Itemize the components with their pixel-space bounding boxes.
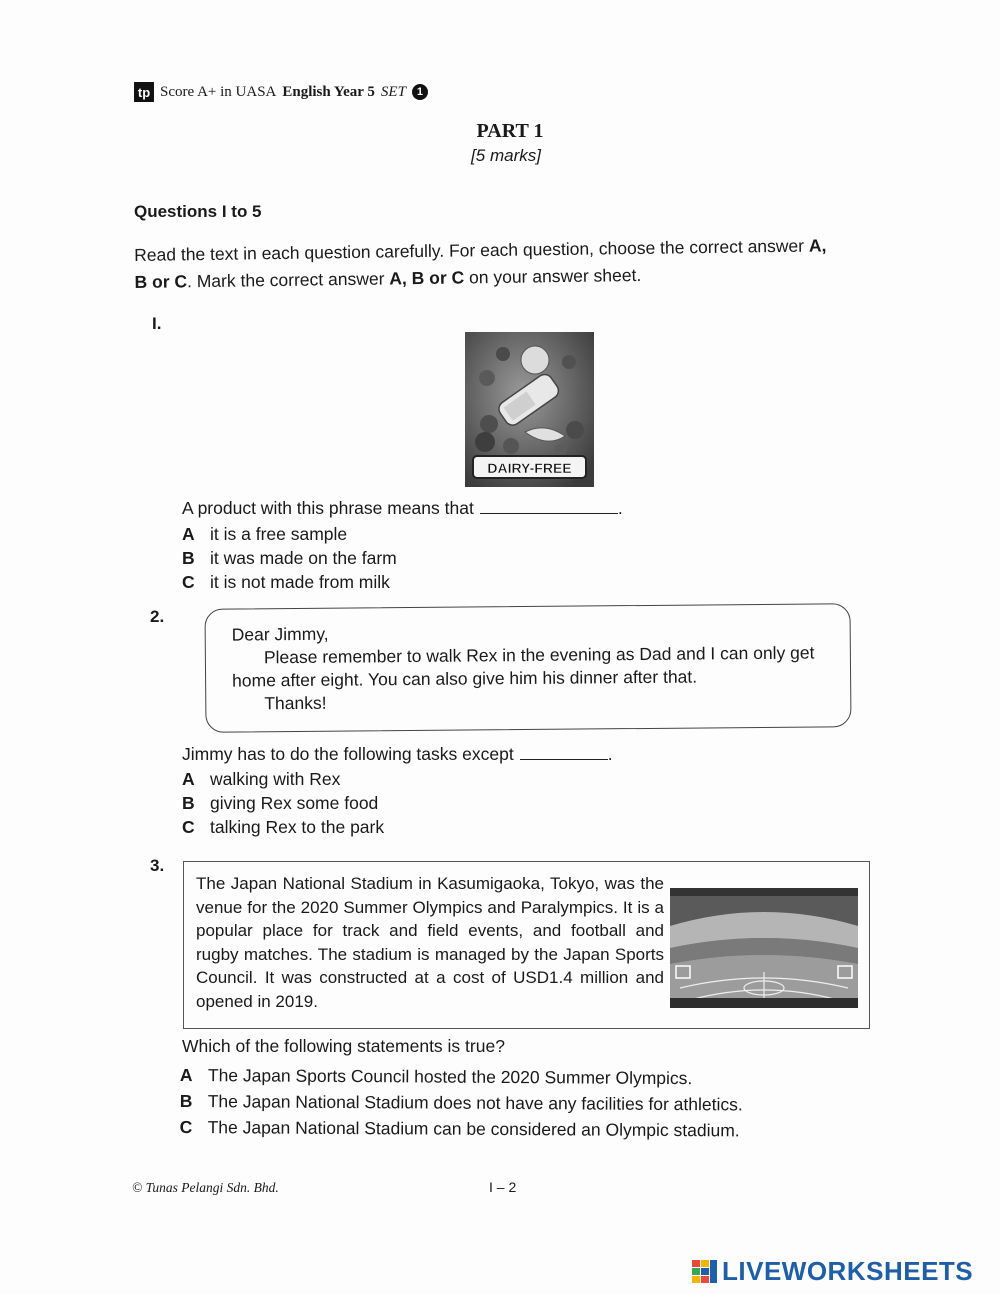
question-1-option-a[interactable] [182,522,397,546]
instructions-bold: B or C [134,271,188,292]
question-2-option-c[interactable] [182,815,384,839]
stadium-image [670,888,858,1008]
question-1-stem: A product with this phrase means that . [182,498,623,518]
copyright-footer: © Tunas Pelangi Sdn. Bhd. [132,1180,279,1195]
option-text: The Japan Sports Council hosted the 2020 Summer Olympics. [207,1065,693,1089]
option-letter: A [182,524,195,544]
question-3-option-c[interactable] [180,1114,743,1143]
stadium-illustration [670,888,858,1008]
option-letter: C [179,1116,193,1138]
page-number: I – 2 [489,1179,517,1195]
question-1-number: I. [152,314,162,333]
dairy-free-label: DAIRY-FREE [487,460,572,476]
note-to-jimmy [204,603,851,733]
option-text: talking Rex to the park [210,817,385,837]
option-text: it is not made from milk [210,572,390,592]
question-3-options [180,1062,743,1143]
part-marks: [5 marks] [471,146,541,165]
question-2-stem: Jimmy has to do the following tasks except . [182,744,613,764]
option-text: it is a free sample [210,524,348,544]
question-1-options [182,522,397,594]
option-text: it was made on the farm [210,548,397,568]
product-illustration [465,332,594,487]
question-3-option-b[interactable] [180,1088,743,1117]
option-letter: B [179,1090,193,1112]
stadium-passage-box [183,861,870,1029]
option-letter: C [182,572,195,592]
option-letter: B [182,548,195,568]
option-text: giving Rex some food [210,793,379,813]
instructions-text: on your answer sheet. [464,264,642,288]
question-3-stem: Which of the following statements is true? [182,1036,505,1056]
liveworksheets-logo-icon [692,1260,718,1284]
question-2-option-b[interactable] [182,791,384,815]
part-title: PART 1 [476,120,544,142]
note-signoff: Thanks! [264,692,327,714]
answer-blank [520,759,608,760]
question-1-option-b[interactable] [182,546,397,570]
question-2-option-a[interactable] [182,767,384,791]
set-label: SET [380,83,406,100]
note-body: Please remember to walk Rex in the evening as Dad and I can only get home after eight. You can also give him his dinner after that. [232,642,815,691]
book-header [134,82,428,102]
question-3-number: 3. [150,856,165,875]
instructions-text: Read the text in each question carefully. For each question, choose the correct answer [134,235,810,265]
option-letter: A [182,769,195,789]
option-letter: C [182,817,195,837]
book-title: Score A+ in UASA [160,83,277,100]
note-greeting: Dear Jimmy, [231,623,329,645]
publisher-logo-icon: tp [134,82,154,102]
dairy-free-product-image [465,332,594,487]
question-1-option-c[interactable] [182,570,397,594]
instructions-bold: A, B or C [389,267,465,289]
option-letter: A [179,1065,193,1086]
question-2-stem-text: Jimmy has to do the following tasks except [182,744,514,764]
instructions-text: . Mark the correct answer [186,268,390,292]
option-text: walking with Rex [210,769,341,789]
instructions [134,231,895,296]
question-2-number: 2. [150,607,165,626]
question-2-options [182,767,384,839]
questions-heading: Questions I to 5 [134,202,262,221]
option-text: The Japan National Stadium can be considered an Olympic stadium. [207,1117,740,1141]
instructions-bold: A, [808,235,827,256]
liveworksheets-brand: LIVEWORKSHEETS [722,1256,974,1286]
book-subject: English Year 5 [282,83,375,100]
set-number-badge: 1 [412,84,428,100]
answer-blank [480,513,618,514]
option-text: The Japan National Stadium does not have any facilities for athletics. [207,1091,743,1115]
option-letter: B [182,793,195,813]
stadium-passage: The Japan National Stadium in Kasumigaoka, Tokyo, was the venue for the 2020 Summer Olympics and Paralympics. It is a popular place for track and field events, and football and rugby matches. The stadium is managed by the Japan Sports Council. It was constructed at a cost of USD1.4 million and opened in 2019. [196,874,664,1011]
liveworksheets-watermark[interactable] [692,1256,973,1287]
question-3-option-a[interactable] [180,1062,743,1091]
question-1-stem-text: A product with this phrase means that [182,498,474,518]
